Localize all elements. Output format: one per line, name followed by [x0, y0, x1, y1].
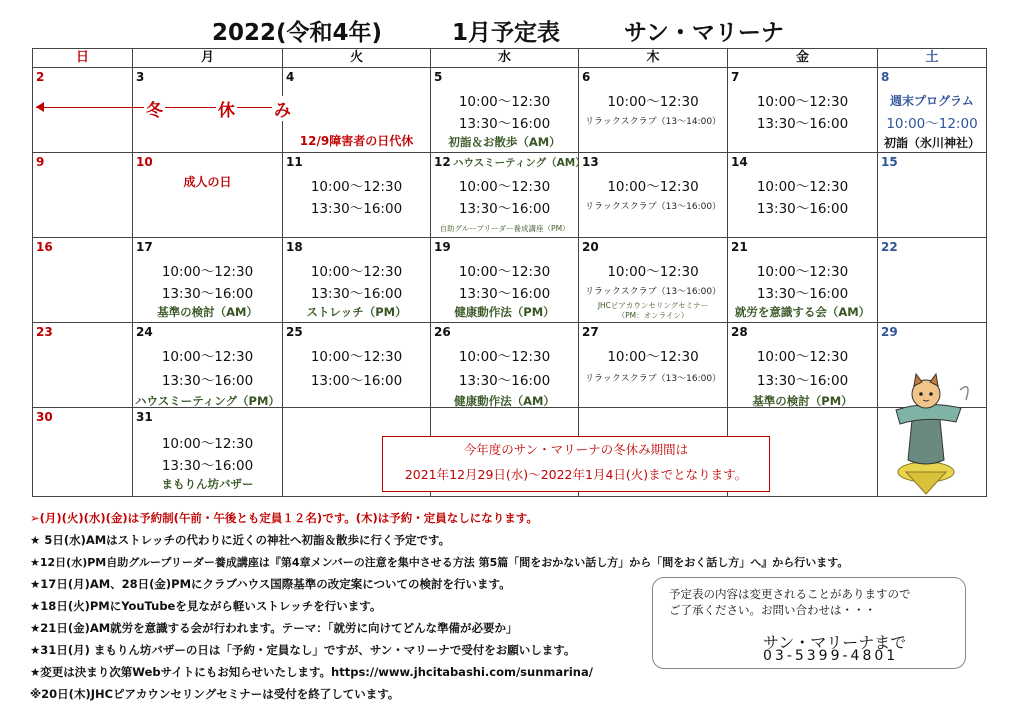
- time-slot: 13:30～16:00: [310, 201, 403, 217]
- event-label: まもりん坊バザー: [161, 477, 254, 491]
- day-number: 27: [582, 325, 599, 339]
- day-number: 20: [582, 240, 599, 254]
- winter-break-char: 冬: [144, 96, 165, 121]
- day-cell: [878, 68, 987, 153]
- weekday-sun: 日: [33, 49, 133, 68]
- time-slot: 13:00～16:00: [310, 373, 403, 389]
- day-number: 23: [36, 325, 53, 339]
- day-cell: [133, 323, 283, 408]
- weekday-tue: 火: [283, 49, 431, 68]
- weekday-wed: 水: [431, 49, 579, 68]
- weekday-sat: 土: [878, 49, 987, 68]
- time-slot: 13:30～16:00: [161, 373, 254, 389]
- winter-break-arrow: [36, 96, 291, 121]
- day-cell: [579, 153, 728, 238]
- day-cell: [579, 238, 728, 323]
- time-slot: 10:00～12:30: [161, 349, 254, 365]
- holiday-label: 12/9障害者の日代休: [299, 134, 414, 148]
- day-cell: [33, 323, 133, 408]
- week-row: [33, 323, 987, 408]
- winter-break-notice: [382, 436, 770, 492]
- day-number: 2: [36, 70, 45, 84]
- time-slot: 10:00～12:30: [161, 436, 254, 452]
- day-number: 3: [136, 70, 145, 84]
- title-month: 1月予定表: [452, 20, 561, 46]
- day-number: 28: [731, 325, 748, 339]
- contact-name: サン・マリーナまで: [763, 633, 907, 652]
- day-number: 10: [136, 155, 153, 169]
- time-slot: 13:30～16:00: [458, 201, 551, 217]
- time-slot: 10:00～12:30: [607, 179, 699, 195]
- week-row: [33, 238, 987, 323]
- weekday-header-row: [33, 49, 987, 68]
- day-number: 26: [434, 325, 451, 339]
- event-label: 健康動作法（AM）: [454, 394, 555, 408]
- event-label: リラックスクラブ（13～14:00）: [584, 117, 722, 127]
- day-number: 6: [582, 70, 591, 84]
- day-cell: [283, 238, 431, 323]
- day-number: 13: [582, 155, 599, 169]
- time-slot: 13:30～16:00: [756, 373, 849, 389]
- day-cell: [431, 68, 579, 153]
- day-cell: [878, 238, 987, 323]
- event-label: ハウスミーティング（PM）: [135, 394, 280, 408]
- arrow-left-icon: [36, 102, 44, 112]
- day-number: 9: [36, 155, 45, 169]
- time-slot: 10:00～12:30: [756, 179, 849, 195]
- time-slot: 10:00～12:30: [458, 349, 551, 365]
- day-cell: [133, 408, 283, 497]
- day-cell: [283, 153, 431, 238]
- event-label: ハウスミーティング（AM）: [453, 157, 586, 169]
- time-slot: 13:30～16:00: [458, 373, 551, 389]
- time-slot: 10:00～12:30: [161, 264, 254, 280]
- note-item: ★17日(月)AM、28日(金)PMにクラブハウス国際基準の改定案についての検討を行います。: [30, 577, 511, 591]
- contact-box: [652, 577, 966, 669]
- time-slot: 10:00～12:30: [607, 264, 699, 280]
- winter-break-char: 休: [216, 96, 237, 121]
- week-row: [33, 153, 987, 238]
- day-number: 14: [731, 155, 748, 169]
- event-label: （PM：オンライン）: [617, 311, 689, 320]
- day-cell: [431, 153, 586, 238]
- cat-illustration: [876, 360, 976, 500]
- contact-note: 予定表の内容は変更されることがありますので: [669, 587, 911, 601]
- day-cell: [33, 238, 133, 323]
- day-cell: [728, 153, 878, 238]
- title-year: 2022(令和4年): [212, 20, 383, 46]
- note-item: ★31日(月) まもりん坊バザーの日は「予約・定員なし」ですが、サン・マリーナで受付をお願いします。: [30, 643, 576, 657]
- time-slot: 10:00～12:00: [886, 116, 978, 132]
- day-cell: [33, 153, 133, 238]
- day-number: 4: [286, 70, 295, 84]
- event-label: ストレッチ（PM）: [306, 305, 407, 319]
- day-number: 5: [434, 70, 443, 84]
- event-label: リラックスクラブ（13～16:00）: [584, 374, 722, 384]
- holiday-label: 成人の日: [183, 175, 232, 189]
- page-title: [0, 14, 1024, 46]
- day-number: 16: [36, 240, 53, 254]
- time-slot: 10:00～12:30: [756, 94, 849, 110]
- time-slot: 10:00～12:30: [607, 94, 699, 110]
- event-label: 基準の検討（PM）: [752, 394, 853, 408]
- notice-line: 今年度のサン・マリーナの冬休み期間は: [463, 442, 689, 457]
- day-cell: [431, 238, 579, 323]
- note-item: ★18日(火)PMにYouTubeを見ながら軽いストレッチを行います。: [30, 599, 382, 613]
- note-item: ★変更は決まり次第Webサイトにもお知らせいたします。https://www.jhcitabashi.com/sunmarina/: [30, 665, 593, 679]
- weekend-program-label: 週末プログラム: [890, 94, 974, 108]
- weekday-mon: 月: [133, 49, 283, 68]
- time-slot: 13:30～16:00: [161, 286, 254, 302]
- time-slot: 13:30～16:00: [458, 286, 551, 302]
- time-slot: 10:00～12:30: [310, 264, 403, 280]
- note-item: ★21日(金)AM就労を意識する会が行われます。テーマ：「就労に向けてどんな準備が必要か」: [30, 621, 518, 635]
- note-item: ➢(月)(火)(水)(金)は予約制(午前・午後とも定員１２名)です。(木)は予約・定員なしになります。: [30, 511, 538, 525]
- time-slot: 13:30～16:00: [756, 286, 849, 302]
- weekday-fri: 金: [728, 49, 878, 68]
- day-number: 8: [881, 70, 890, 84]
- day-number: 12: [434, 155, 451, 169]
- time-slot: 10:00～12:30: [310, 349, 403, 365]
- event-label: 初詣（氷川神社）: [883, 136, 980, 150]
- time-slot: 13:30～16:00: [161, 458, 254, 474]
- time-slot: 10:00～12:30: [756, 264, 849, 280]
- event-label: 健康動作法（PM）: [454, 305, 555, 319]
- contact-note: ご了承ください。お問い合わせは・・・: [669, 603, 876, 617]
- day-number: 17: [136, 240, 153, 254]
- day-number: 15: [881, 155, 898, 169]
- time-slot: 10:00～12:30: [607, 349, 699, 365]
- day-cell: [133, 238, 283, 323]
- day-cell: [728, 323, 878, 408]
- time-slot: 10:00～12:30: [756, 349, 849, 365]
- day-cell: [283, 68, 431, 153]
- day-number: 25: [286, 325, 303, 339]
- day-number: 7: [731, 70, 740, 84]
- event-label: 就労を意識する会（AM）: [734, 305, 871, 319]
- time-slot: 10:00～12:30: [458, 179, 551, 195]
- day-cell: [431, 323, 579, 408]
- day-number: 30: [36, 410, 53, 424]
- time-slot: 13:30～16:00: [756, 201, 849, 217]
- day-number: 29: [881, 325, 898, 339]
- winter-break-char: み: [272, 96, 293, 121]
- event-label: リラックスクラブ（13～16:00）: [584, 202, 722, 212]
- day-cell: [728, 238, 878, 323]
- day-cell: [728, 68, 878, 153]
- day-cell: [579, 323, 728, 408]
- day-cell: [133, 153, 283, 238]
- event-label: 基準の検討（AM）: [157, 305, 258, 319]
- time-slot: 13:30～16:00: [458, 116, 551, 132]
- note-item: ★ 5日(水)AMはストレッチの代わりに近くの神社へ初詣＆散歩に行く予定です。: [30, 533, 451, 547]
- day-cell: [33, 408, 133, 497]
- event-label: 自助グループリーダー養成講座（PM）: [439, 224, 570, 233]
- day-number: 31: [136, 410, 153, 424]
- day-cell: [579, 68, 728, 153]
- time-slot: 13:30～16:00: [310, 286, 403, 302]
- event-label: 初詣＆お散歩（AM）: [448, 135, 561, 149]
- time-slot: 13:30～16:00: [756, 116, 849, 132]
- time-slot: 10:00～12:30: [458, 264, 551, 280]
- day-number: 11: [286, 155, 303, 169]
- event-label: JHCピアカウンセリングセミナー: [597, 301, 709, 310]
- day-number: 24: [136, 325, 153, 339]
- note-item: ★12日(水)PM自助グループリーダー養成講座は『第4章メンバーの注意を集中させる方法 第5篇「間をおかない話し方」から「間をおく話し方」へ』から行います。: [30, 556, 849, 569]
- note-item: ※20日(木)JHCピアカウンセリングセミナーは受付を終了しています。: [30, 687, 400, 701]
- contact-phone: 03-5399-4801: [763, 648, 899, 664]
- notice-line: 2021年12月29日(水)～2022年1月4日(火)までとなります。: [404, 467, 748, 482]
- weekday-thu: 木: [579, 49, 728, 68]
- day-number: 19: [434, 240, 451, 254]
- time-slot: 10:00～12:30: [458, 94, 551, 110]
- title-organization: サン・マリーナ: [624, 20, 784, 46]
- day-number: 21: [731, 240, 748, 254]
- time-slot: 10:00～12:30: [310, 179, 403, 195]
- day-number: 22: [881, 240, 898, 254]
- day-cell: [878, 153, 987, 238]
- day-number: 18: [286, 240, 303, 254]
- event-label: リラックスクラブ（13～16:00）: [584, 287, 722, 297]
- day-cell: [283, 323, 431, 408]
